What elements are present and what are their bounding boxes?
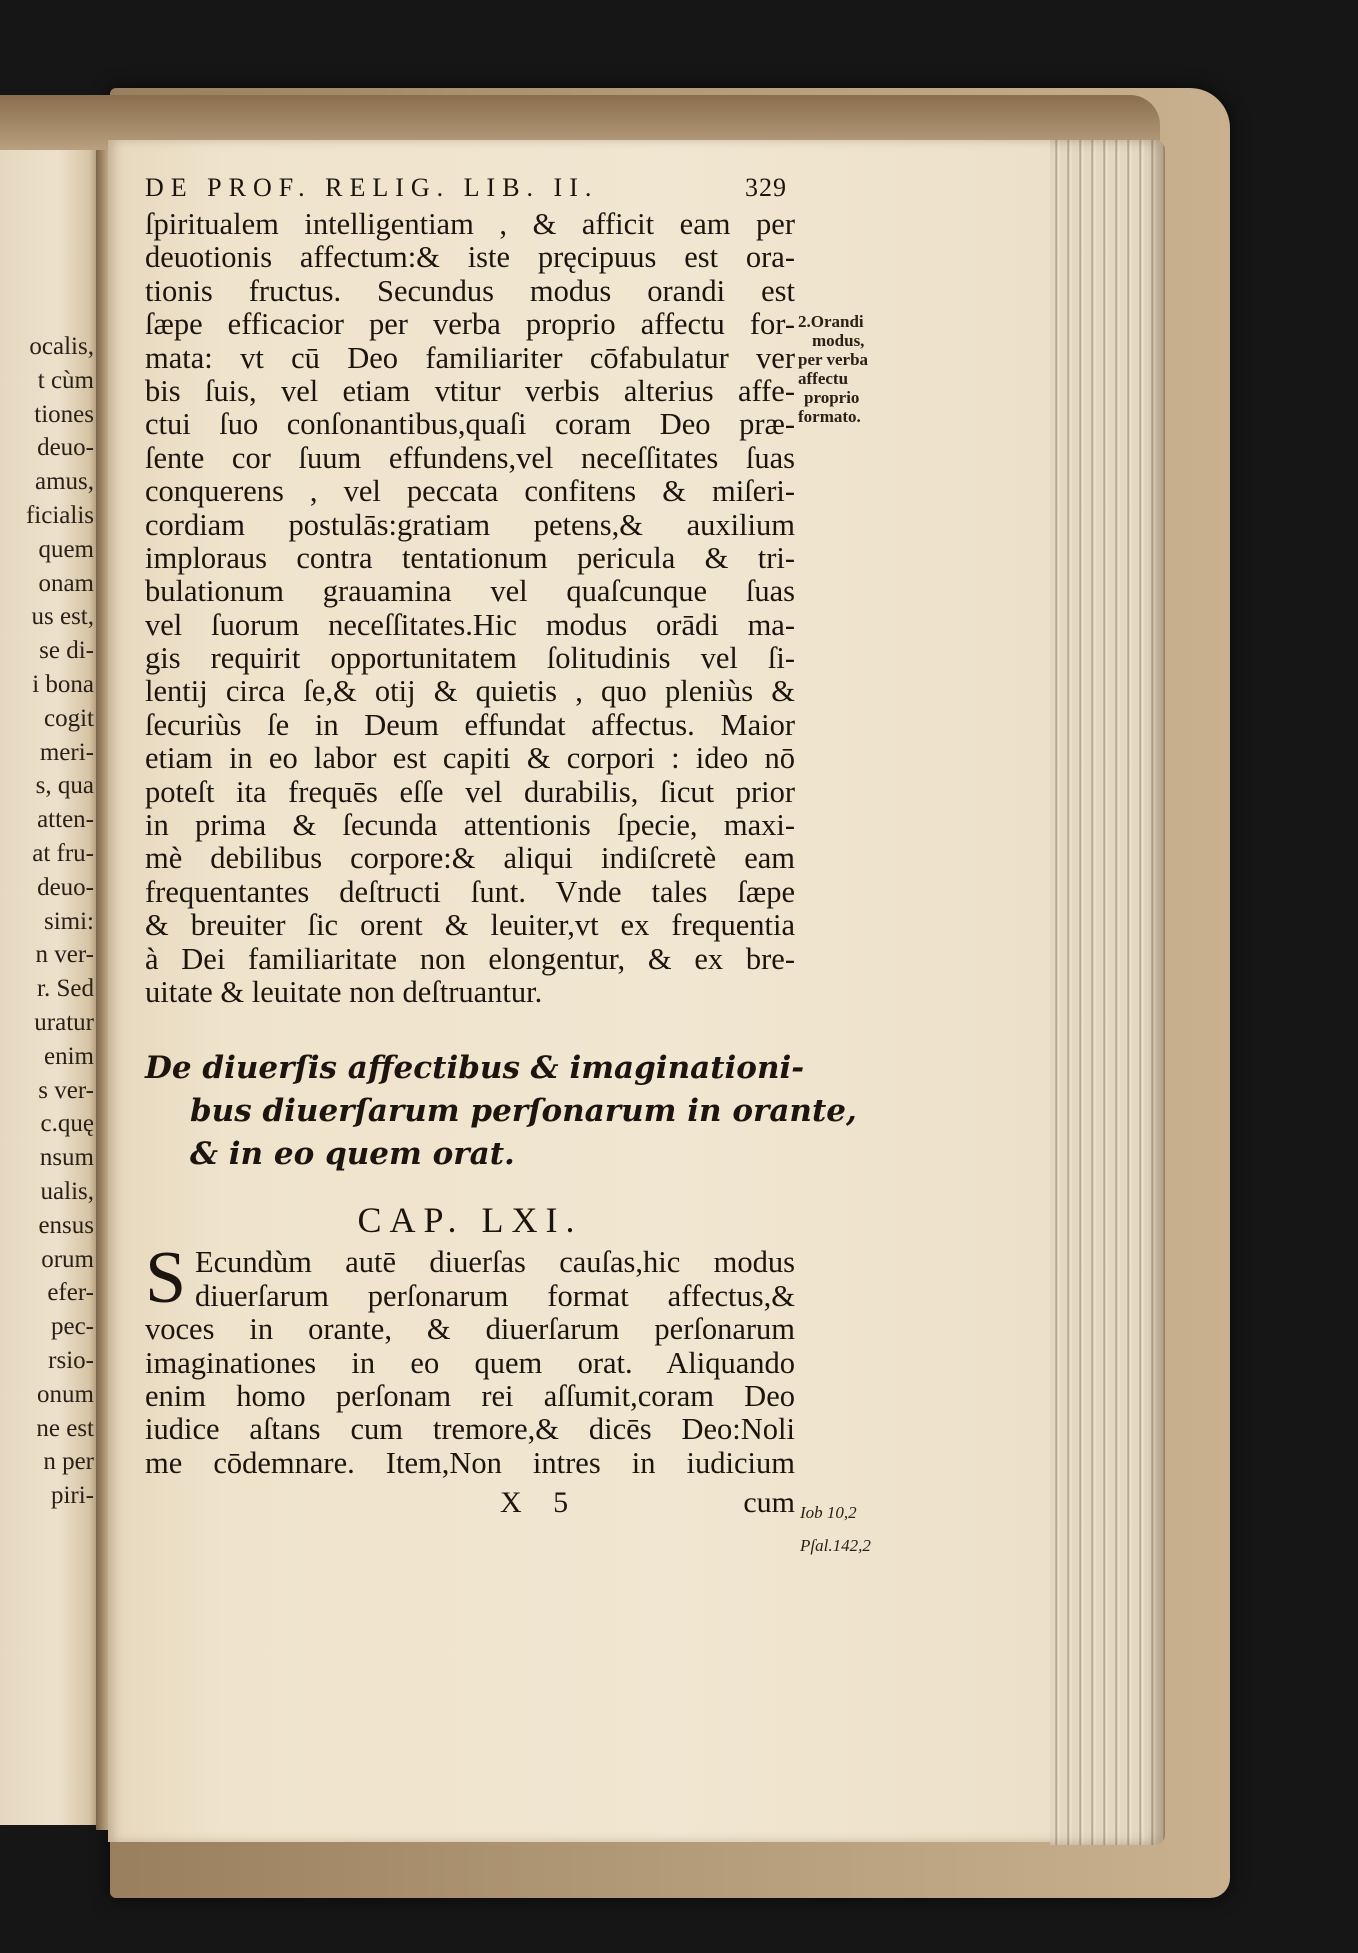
text-line: ſente cor ſuum effundens,vel neceſſitates ſuas [145,440,795,475]
margin-note [798,312,868,426]
text-line: mè debilibus corpore:& aliqui indiſcretè eam [145,841,795,876]
running-head [145,168,795,208]
left-page-line: s, qua [35,772,94,800]
left-page-text-column [2,330,94,1513]
text-line: ſæpe efficacior per verba proprio affectu for- [145,307,795,342]
text-line: bulationum grauamina vel quaſcunque ſuas [145,574,795,609]
text-line: imploraus contra tentationum pericula & tri- [145,540,795,575]
left-page-line: s ver- [38,1076,94,1104]
heading-line: De diuerſis affectibus & imaginationi- [145,1050,805,1087]
left-page-line: n ver- [35,941,94,969]
chapter-heading [145,1047,857,1176]
chapter-number: CAP. LXI. [357,1200,583,1241]
text-line: imaginationes in eo quem orat. Aliquando [145,1345,795,1380]
margin-note-line: per verba [798,350,869,369]
text-line: me cōdemnare. Item,Non intres in iudicium [145,1445,795,1480]
text-line: cordiam postulās:gratiam petens,& auxilium [145,507,795,542]
left-page-line: onum [37,1380,94,1408]
text-line: ctui ſuo conſonantibus,quaſi coram Deo præ- [145,407,795,442]
margin-reference-psalm: Pſal.142,2 [800,1536,871,1555]
left-page-line: pec- [50,1313,94,1341]
text-line: tionis fructus. Secundus modus orandi est [145,273,795,308]
running-head-title: DE PROF. RELIG. LIB. II. [145,173,599,202]
left-page-line: c.quę [40,1110,94,1138]
left-page-line: ocalis, [29,333,94,360]
text-line: poteſt ita frequēs eſſe vel durabilis, ſicut prior [145,774,795,809]
catchword: cum [743,1486,795,1520]
margin-note-line: modus, [812,331,865,350]
left-page-line: rsio- [48,1346,94,1374]
left-page-line: meri- [39,738,94,766]
text-line: deuotionis affectum:& iste pręcipuus est ora- [145,240,795,275]
left-page-line: n per [43,1448,94,1476]
left-page-line: tiones [34,400,94,428]
left-page-line: us est, [31,603,94,631]
margin-note-line: formato. [798,407,861,426]
left-page-line: simi: [43,907,94,935]
left-page-line: efer- [47,1279,94,1307]
left-page-line: enim [44,1042,94,1070]
left-page-line: ualis, [40,1177,94,1205]
text-line: in prima & ſecunda attentionis ſpecie, maxi- [145,808,795,843]
left-page-line: onam [38,569,94,597]
left-page-line: uratur [34,1008,94,1036]
page-number: 329 [745,173,787,202]
text-line: diuerſarum perſonarum format affectus,& [195,1278,795,1313]
left-page-line: se di- [39,637,94,665]
left-page-line: at fru- [32,839,94,867]
left-page [0,150,105,1825]
page-footer [145,1484,795,1522]
left-page-line: cogit [44,704,94,732]
text-line: enim homo perſonam rei aſſumit,coram Deo [145,1378,795,1413]
text-line: ſpiritualem intelligentiam , & afficit eam per [145,207,795,241]
left-page-line: amus, [34,468,94,496]
signature-mark: X 5 [500,1486,581,1520]
left-page-line: ne est [36,1414,94,1442]
heading-line: bus diuerſarum perſonarum in orante, [190,1093,857,1130]
left-page-line: deuo- [37,434,94,462]
text-line: uitate & leuitate non deſtruantur. [145,974,543,1009]
text-line: Ecundùm autē diuerſas cauſas,hic modus [195,1245,795,1280]
text-line: ſecuriùs ſe in Deum effundat affectus. Maior [145,707,795,742]
text-line: vel ſuorum neceſſitates.Hic modus orādi ma- [145,607,795,642]
margin-note-line: proprio [804,388,860,407]
left-page-line: r. Sed [37,975,94,1003]
text-line: frequentantes deſtructi ſunt. Vnde tales ſæpe [145,874,795,909]
left-page-line: piri- [50,1482,94,1510]
text-line: etiam in eo labor est capiti & corpori : ideo nō [145,741,795,776]
left-page-line: orum [41,1245,94,1273]
text-line: lentij circa ſe,& otij & quietis , quo pleniùs & [145,674,795,709]
left-page-line: i bona [32,670,94,698]
page-edges [1050,140,1165,1845]
chapter-paragraph [145,1237,795,1480]
text-line: conquerens , vel peccata confitens & miſeri- [145,474,795,509]
margin-reference-job: Iob 10,2 [800,1503,857,1522]
text-line: bis ſuis, vel etiam vtitur verbis alterius affe- [145,373,795,408]
text-line: gis requirit opportunitatem ſolitudinis vel ſi- [145,641,795,676]
heading-line: & in eo quem orat. [190,1136,515,1173]
margin-note-line: 2.Orandi [798,312,864,331]
left-page-line: deuo- [37,873,94,901]
text-line: iudice aſtans cum tremore,& dicēs Deo:Noli [145,1412,795,1447]
left-page-line: ficialis [25,501,94,529]
text-line: & breuiter ſic orent & leuiter,vt ex frequentia [145,908,795,943]
left-page-line: atten- [37,806,94,834]
left-page-line: nsum [39,1144,94,1172]
left-page-line: ensus [38,1211,94,1239]
drop-cap: S [145,1237,187,1320]
text-line: à Dei familiaritate non elongentur, & ex bre- [145,941,795,976]
left-page-line: quem [38,535,94,563]
text-line: voces in orante, & diuerſarum perſonarum [145,1312,795,1347]
text-line: mata: vt cū Deo familiariter cōfabulatur ver [145,340,795,375]
margin-note-line: affectu [798,369,849,388]
left-page-line: t cùm [37,366,94,394]
body-text [145,208,795,1009]
